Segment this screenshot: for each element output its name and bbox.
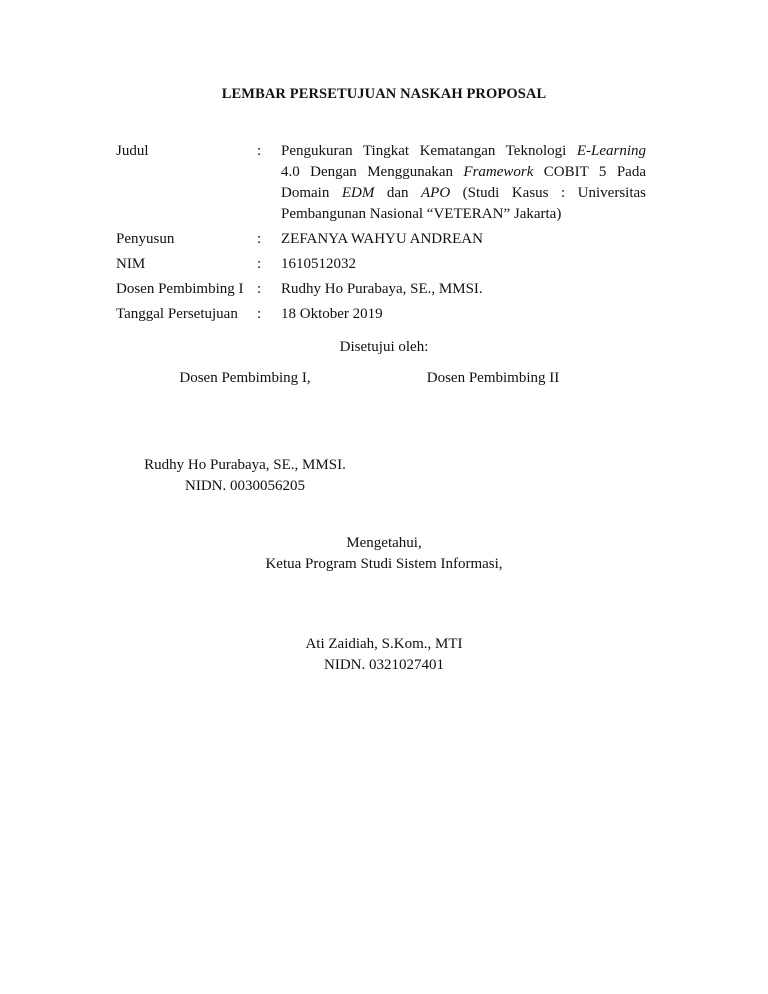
title-italic: E-Learning bbox=[576, 143, 646, 159]
field-colon: : bbox=[257, 231, 262, 247]
advisor2-role: Dosen Pembimbing II bbox=[426, 370, 560, 386]
title-text: Pengukuran Tingkat Kematangan Teknologi bbox=[281, 143, 577, 159]
head-signature-block bbox=[0, 634, 768, 676]
acknowledged-label: Mengetahui, bbox=[346, 535, 422, 551]
title-italic: APO bbox=[421, 185, 451, 201]
field-tanggal bbox=[116, 304, 646, 325]
advisor1-signature-block bbox=[120, 455, 370, 497]
title-italic: Framework bbox=[463, 164, 534, 180]
title-text: COBIT 5 Pada bbox=[533, 164, 646, 180]
document-title: LEMBAR PERSETUJUAN NASKAH PROPOSAL bbox=[221, 86, 547, 102]
field-colon: : bbox=[257, 281, 262, 297]
field-colon: : bbox=[257, 143, 262, 159]
field-nim bbox=[116, 254, 646, 275]
title-text: (Studi Kasus : Universitas bbox=[450, 185, 646, 201]
head-nidn: NIDN. 0321027401 bbox=[324, 657, 444, 673]
advisor1-nidn: NIDN. 0030056205 bbox=[185, 478, 305, 494]
head-name: Ati Zaidiah, S.Kom., MTI bbox=[305, 636, 463, 652]
title-text: 4.0 Dengan Menggunakan bbox=[281, 164, 464, 180]
advisor1-name: Rudhy Ho Purabaya, SE., MMSI. bbox=[144, 457, 346, 473]
head-role: Ketua Program Studi Sistem Informasi, bbox=[265, 556, 503, 572]
field-dosen-pembimbing bbox=[116, 279, 646, 300]
field-value-dosen: Rudhy Ho Purabaya, SE., MMSI. bbox=[281, 281, 483, 297]
field-label: Judul bbox=[116, 143, 149, 159]
field-label: Penyusun bbox=[116, 231, 175, 247]
field-label: Dosen Pembimbing I bbox=[116, 281, 244, 297]
field-judul bbox=[116, 141, 646, 225]
field-colon: : bbox=[257, 256, 262, 272]
advisor1-role: Dosen Pembimbing I, bbox=[179, 370, 311, 386]
title-line bbox=[281, 162, 646, 183]
field-value-nim: 1610512032 bbox=[281, 256, 356, 272]
field-label: NIM bbox=[116, 256, 146, 272]
title-line bbox=[281, 183, 646, 204]
field-value-tanggal: 18 Oktober 2019 bbox=[281, 306, 383, 322]
field-value-judul bbox=[281, 141, 646, 225]
title-text: dan bbox=[374, 185, 421, 201]
title-text: Domain bbox=[281, 185, 342, 201]
field-penyusun bbox=[116, 229, 646, 250]
acknowledgement-block bbox=[0, 533, 768, 575]
field-label: Tanggal Persetujuan bbox=[116, 306, 238, 322]
field-colon: : bbox=[257, 306, 262, 322]
title-italic: EDM bbox=[341, 185, 375, 201]
field-value-penyusun: ZEFANYA WAHYU ANDREAN bbox=[281, 231, 483, 247]
title-line bbox=[281, 141, 646, 162]
title-line: Pembangunan Nasional “VETERAN” Jakarta) bbox=[281, 206, 562, 222]
proposal-metadata bbox=[116, 141, 646, 325]
approved-by-heading: Disetujui oleh: bbox=[339, 339, 429, 355]
